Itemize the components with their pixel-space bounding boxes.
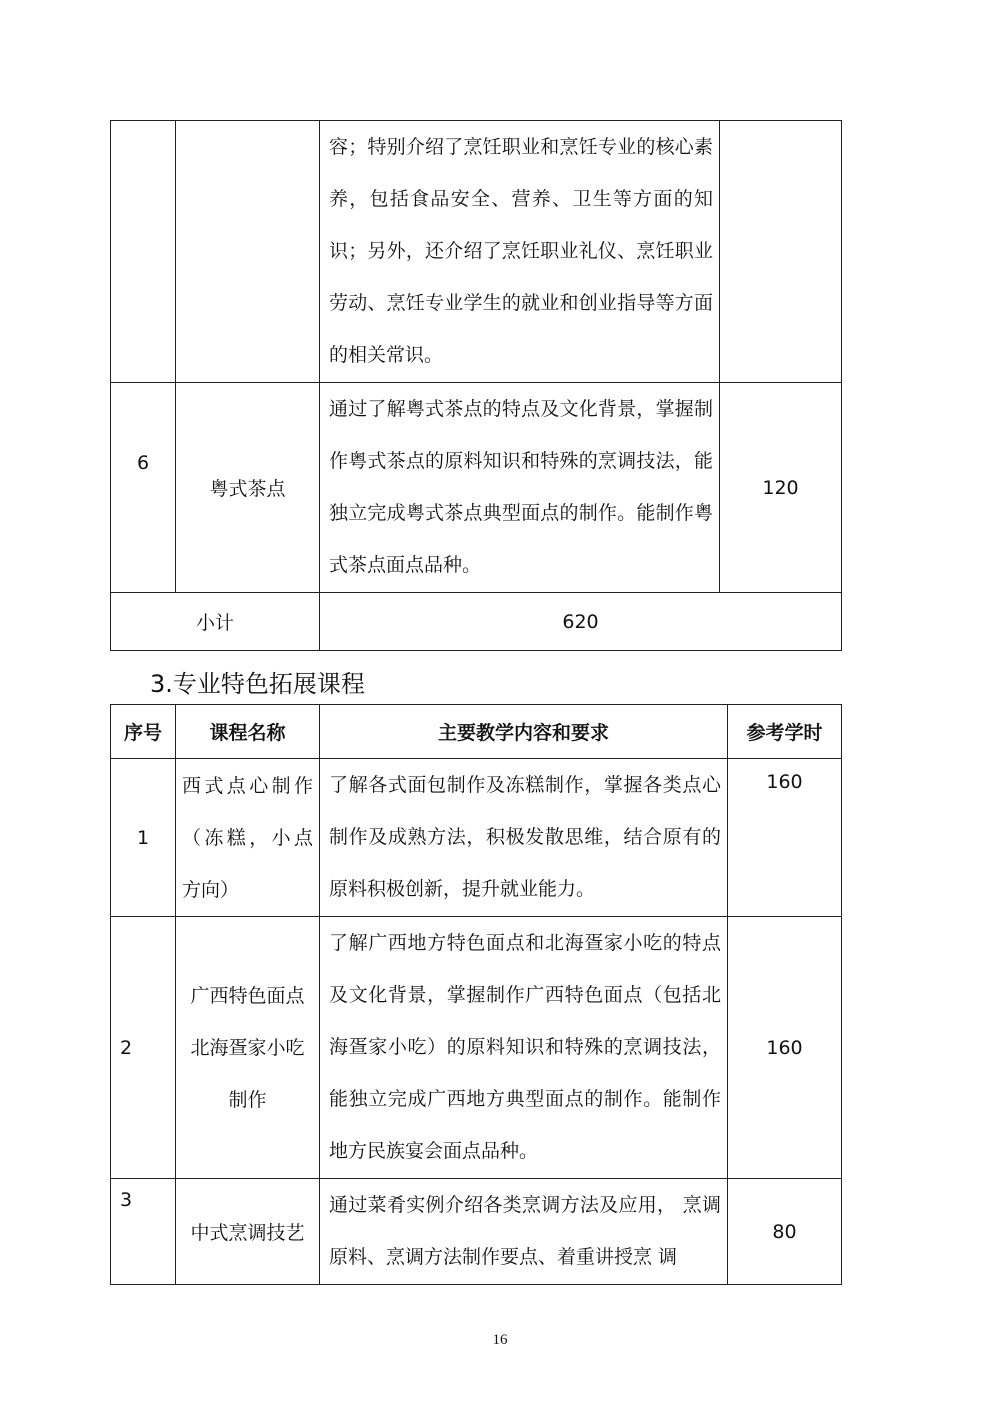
- specialty-course-table: [110, 704, 842, 1285]
- course-name: 西式点心制作（冻糕，小点方向）: [176, 759, 320, 917]
- course-content: 了解各式面包制作及冻糕制作，掌握各类点心制作及成熟方法，积极发散思维，结合原有的原料积极创新，提升就业能力。: [320, 759, 728, 917]
- table-row: [111, 121, 842, 383]
- table-row: [111, 917, 842, 1179]
- course-content: 容；特别介绍了烹饪职业和烹饪专业的核心素养，包括食品安全、营养、卫生等方面的知识；另外，还介绍了烹饪职业礼仪、烹饪职业劳动、烹饪专业学生的就业和创业指导等方面的相关常识。: [320, 121, 720, 383]
- course-name: 粤式茶点: [176, 383, 320, 593]
- table-cell: [720, 121, 842, 383]
- course-hours: 160: [728, 759, 842, 917]
- section-title: 3.专业特色拓展课程: [150, 670, 365, 698]
- course-name: 广西特色面点北海疍家小吃制作: [176, 917, 320, 1179]
- subtotal-label: 小计: [111, 593, 320, 651]
- course-content: 了解广西地方特色面点和北海疍家小吃的特点及文化背景，掌握制作广西特色面点（包括北海疍家小吃）的原料知识和特殊的烹调技法，能独立完成广西地方典型面点的制作。能制作地方民族宴会面点品种。: [320, 917, 728, 1179]
- table-cell: [111, 121, 176, 383]
- course-content: 通过了解粤式茶点的特点及文化背景，掌握制作粤式茶点的原料知识和特殊的烹调技法，能独立完成粤式茶点典型面点的制作。能制作粤式茶点面点品种。: [320, 383, 720, 593]
- course-content: 通过菜肴实例介绍各类烹调方法及应用， 烹调原料、烹调方法制作要点、着重讲授烹 调: [320, 1179, 728, 1285]
- header-no: 序号: [111, 705, 176, 759]
- row-number: 1: [111, 759, 176, 917]
- page-number: 16: [492, 1332, 508, 1348]
- table-row: [111, 593, 842, 651]
- row-number: 2: [111, 917, 176, 1179]
- course-hours: 160: [728, 917, 842, 1179]
- header-content: 主要教学内容和要求: [320, 705, 728, 759]
- row-number: 3: [111, 1179, 176, 1285]
- course-hours: 80: [728, 1179, 842, 1285]
- table-row: [111, 383, 842, 593]
- table-cell: [176, 121, 320, 383]
- table-row: [111, 759, 842, 917]
- subtotal-value: 620: [320, 593, 842, 651]
- course-table-continued: [110, 120, 842, 651]
- header-course-name: 课程名称: [176, 705, 320, 759]
- table-header-row: [111, 705, 842, 759]
- table-row: [111, 1179, 842, 1285]
- row-number: 6: [111, 383, 176, 593]
- course-name: 中式烹调技艺: [176, 1179, 320, 1285]
- header-hours: 参考学时: [728, 705, 842, 759]
- course-hours: 120: [720, 383, 842, 593]
